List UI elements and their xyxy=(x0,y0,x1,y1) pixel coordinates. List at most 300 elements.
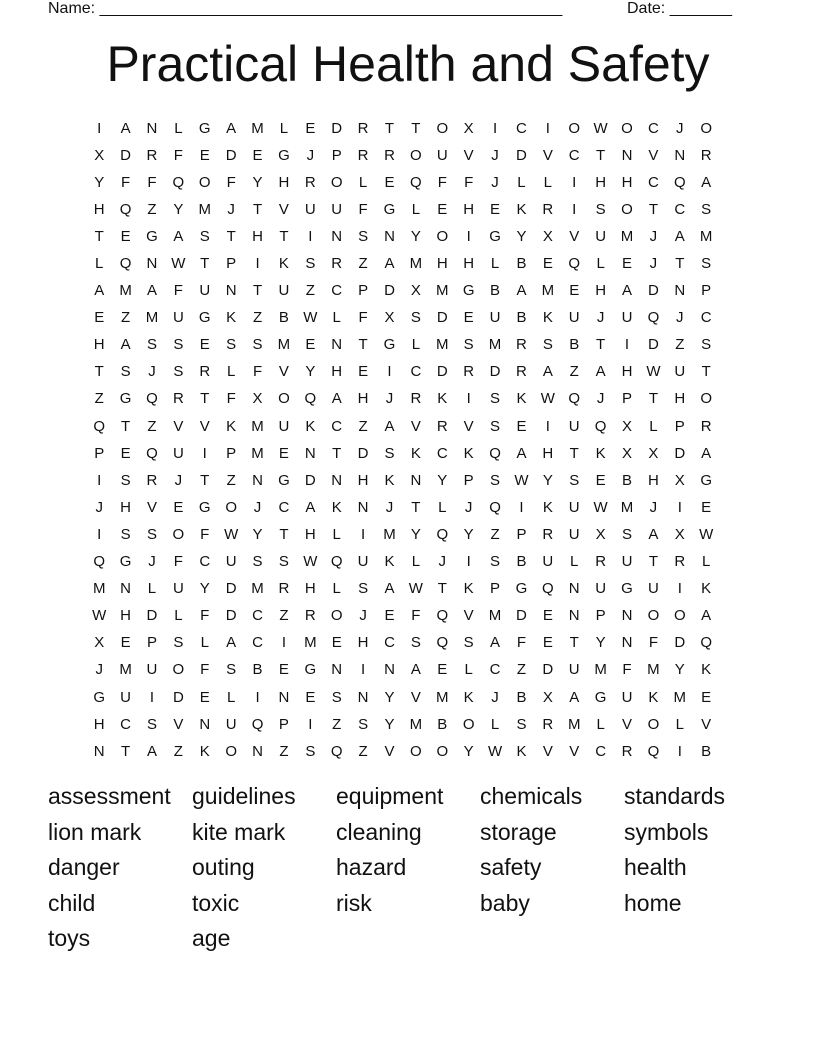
grid-row xyxy=(86,494,734,521)
grid-letter: F xyxy=(411,607,421,625)
grid-row xyxy=(86,521,734,548)
grid-letter: Z xyxy=(358,742,368,760)
grid-letter: I xyxy=(519,498,524,516)
grid-letter: I xyxy=(361,525,366,543)
grid-letter: J xyxy=(385,390,394,408)
grid-letter: B xyxy=(516,553,527,571)
grid-letter: C xyxy=(674,200,686,218)
grid-letter: O xyxy=(568,119,581,137)
grid-letter: X xyxy=(410,282,421,300)
grid-letter: R xyxy=(304,173,316,191)
grid-letter: I xyxy=(677,498,682,516)
grid-letter: K xyxy=(701,580,712,598)
grid-letter: M xyxy=(436,282,449,300)
grid-letter: D xyxy=(516,146,527,164)
grid-letter: V xyxy=(173,715,184,733)
grid-letter: L xyxy=(200,634,209,652)
grid-letter: U xyxy=(595,227,607,245)
grid-letter: A xyxy=(120,119,131,137)
grid-letter: U xyxy=(172,580,184,598)
grid-letter: E xyxy=(595,471,606,489)
grid-letter: F xyxy=(358,200,368,218)
grid-letter: E xyxy=(331,634,342,652)
grid-letter: T xyxy=(279,525,289,543)
grid-letter: T xyxy=(94,363,104,381)
word-list-item: risk xyxy=(336,889,372,916)
grid-letter: A xyxy=(331,390,342,408)
grid-letter: R xyxy=(463,363,475,381)
grid-letter: J xyxy=(596,309,605,327)
grid-letter: N xyxy=(120,580,131,598)
grid-letter: Q xyxy=(489,498,501,516)
grid-letter: L xyxy=(174,119,183,137)
grid-letter: J xyxy=(148,553,156,571)
grid-letter: O xyxy=(198,173,211,191)
grid-letter: H xyxy=(595,282,607,300)
grid-letter: C xyxy=(278,498,290,516)
grid-letter: F xyxy=(200,661,210,679)
grid-letter: T xyxy=(121,742,131,760)
grid-letter: K xyxy=(384,471,395,489)
grid-letter: E xyxy=(384,173,395,191)
grid-letter: M xyxy=(304,634,317,652)
grid-letter: Q xyxy=(700,634,713,652)
grid-letter: M xyxy=(673,688,687,706)
grid-letter: W xyxy=(646,363,661,381)
grid-letter: M xyxy=(251,444,264,462)
grid-letter: N xyxy=(410,471,422,489)
grid-letter: I xyxy=(255,688,260,706)
grid-letter: T xyxy=(648,390,658,408)
grid-letter: V xyxy=(146,498,157,516)
grid-letter: Q xyxy=(436,634,449,652)
grid-letter: U xyxy=(436,146,448,164)
grid-letter: W xyxy=(593,498,608,516)
grid-letter: N xyxy=(199,715,211,733)
grid-letter: S xyxy=(410,634,421,652)
grid-letter: K xyxy=(437,390,448,408)
grid-letter: K xyxy=(226,309,237,327)
grid-letter: C xyxy=(489,661,501,679)
grid-letter: O xyxy=(673,607,686,625)
grid-letter: Y xyxy=(410,227,421,245)
grid-letter: Q xyxy=(304,390,317,408)
grid-letter: S xyxy=(173,363,184,381)
grid-letter: O xyxy=(436,119,449,137)
grid-letter: I xyxy=(202,444,207,462)
grid-letter: D xyxy=(647,336,659,354)
grid-letter: L xyxy=(226,363,236,381)
grid-letter: N xyxy=(357,688,369,706)
grid-letter: I xyxy=(466,390,471,408)
grid-letter: N xyxy=(621,634,633,652)
page-title: Practical Health and Safety xyxy=(106,36,710,92)
grid-letter: S xyxy=(173,336,184,354)
grid-letter: K xyxy=(542,498,553,516)
grid-letter: H xyxy=(674,390,686,408)
grid-letter: X xyxy=(674,525,685,543)
grid-letter: G xyxy=(594,688,607,706)
grid-letter: E xyxy=(120,634,131,652)
grid-letter: V xyxy=(463,146,474,164)
grid-letter: X xyxy=(463,119,474,137)
grid-letter: Z xyxy=(279,742,289,760)
grid-letter: U xyxy=(568,498,580,516)
grid-letter: E xyxy=(463,309,474,327)
grid-letter: Q xyxy=(568,255,581,273)
grid-letter: U xyxy=(357,553,369,571)
grid-letter: H xyxy=(357,390,369,408)
grid-letter: E xyxy=(199,688,210,706)
grid-letter: P xyxy=(674,417,685,435)
grid-letter: R xyxy=(436,417,448,435)
grid-letter: V xyxy=(648,146,659,164)
grid-letter: H xyxy=(463,255,475,273)
grid-letter: I xyxy=(677,580,682,598)
grid-letter: L xyxy=(570,553,579,571)
grid-letter: U xyxy=(647,580,659,598)
grid-letter: D xyxy=(516,607,527,625)
grid-letter: Q xyxy=(93,553,106,571)
grid-letter: K xyxy=(595,444,606,462)
grid-letter: Q xyxy=(594,417,607,435)
grid-letter: M xyxy=(119,661,132,679)
grid-letter: M xyxy=(594,661,607,679)
grid-letter: B xyxy=(701,742,712,760)
grid-letter: X xyxy=(674,471,685,489)
grid-letter: L xyxy=(174,607,183,625)
grid-letter: S xyxy=(490,390,501,408)
grid-letter: C xyxy=(647,173,659,191)
grid-letter: R xyxy=(304,607,316,625)
grid-letter: R xyxy=(278,580,290,598)
grid-letter: G xyxy=(93,688,106,706)
grid-letter: J xyxy=(491,173,499,191)
grid-letter: T xyxy=(252,282,263,300)
grid-letter: L xyxy=(147,580,157,598)
grid-letter: A xyxy=(516,282,527,300)
grid-letter: R xyxy=(700,146,712,164)
grid-letter: F xyxy=(226,173,236,191)
grid-row xyxy=(86,603,734,630)
grid-letter: Q xyxy=(146,390,158,408)
grid-letter: O xyxy=(621,119,633,137)
grid-letter: T xyxy=(358,336,368,354)
grid-letter: A xyxy=(305,498,316,516)
grid-letter: S xyxy=(490,471,501,489)
grid-letter: F xyxy=(358,309,368,327)
grid-letter: S xyxy=(252,336,263,354)
grid-letter: B xyxy=(622,471,633,489)
grid-letter: F xyxy=(516,634,527,652)
grid-letter: S xyxy=(542,336,553,354)
grid-letter: F xyxy=(173,553,183,571)
grid-letter: Q xyxy=(647,309,660,327)
grid-letter: G xyxy=(278,146,290,164)
grid-letter: H xyxy=(357,471,369,489)
grid-letter: A xyxy=(674,227,685,245)
grid-letter: I xyxy=(466,227,471,245)
grid-letter: N xyxy=(146,255,158,273)
grid-letter: U xyxy=(489,309,501,327)
grid-letter: I xyxy=(677,742,682,760)
grid-letter: L xyxy=(596,255,605,273)
grid-letter: D xyxy=(225,580,237,598)
grid-letter: N xyxy=(621,607,633,625)
grid-letter: P xyxy=(226,255,237,273)
grid-letter: Y xyxy=(252,525,263,543)
grid-letter: L xyxy=(358,173,368,191)
grid-letter: N xyxy=(674,282,686,300)
grid-letter: R xyxy=(410,390,422,408)
grid-letter: S xyxy=(701,200,712,218)
grid-letter: P xyxy=(331,146,342,164)
grid-letter: V xyxy=(278,200,289,218)
grid-letter: K xyxy=(516,390,527,408)
grid-letter: K xyxy=(278,255,289,273)
grid-letter: K xyxy=(305,417,316,435)
grid-letter: S xyxy=(252,553,263,571)
grid-letter: W xyxy=(171,255,186,273)
grid-row xyxy=(86,684,734,711)
word-list-item: outing xyxy=(192,854,255,880)
grid-letter: L xyxy=(332,525,341,543)
grid-letter: T xyxy=(569,444,579,462)
grid-letter: X xyxy=(384,309,395,327)
word-list-item: equipment xyxy=(336,783,444,809)
grid-letter: E xyxy=(701,688,712,706)
grid-letter: C xyxy=(516,119,527,137)
grid-row xyxy=(86,223,734,250)
grid-letter: W xyxy=(514,471,529,489)
grid-letter: L xyxy=(543,173,552,191)
grid-letter: T xyxy=(411,119,421,137)
grid-letter: F xyxy=(121,173,131,191)
grid-letter: N xyxy=(384,661,395,679)
word-list xyxy=(48,781,768,959)
grid-row xyxy=(86,359,734,386)
grid-letter: E xyxy=(384,607,395,625)
grid-letter: U xyxy=(568,525,580,543)
grid-letter: R xyxy=(595,553,607,571)
grid-letter: N xyxy=(252,471,263,489)
grid-letter: O xyxy=(462,715,475,733)
grid-letter: Y xyxy=(94,173,105,191)
grid-letter: L xyxy=(438,498,447,516)
grid-letter: H xyxy=(120,498,131,516)
grid-letter: X xyxy=(94,146,105,164)
grid-letter: U xyxy=(172,444,184,462)
grid-letter: W xyxy=(408,580,423,598)
grid-letter: U xyxy=(331,200,343,218)
grid-letter: J xyxy=(438,553,447,571)
grid-letter: M xyxy=(567,715,581,733)
grid-row xyxy=(86,440,734,467)
grid-letter: A xyxy=(120,336,131,354)
grid-letter: U xyxy=(278,417,290,435)
grid-letter: S xyxy=(305,255,316,273)
grid-letter: V xyxy=(384,742,395,760)
grid-letter: I xyxy=(492,119,498,137)
grid-letter: A xyxy=(146,282,157,300)
grid-letter: E xyxy=(278,661,289,679)
grid-letter: S xyxy=(305,742,316,760)
grid-letter: P xyxy=(226,444,237,462)
grid-letter: D xyxy=(304,471,316,489)
grid-letter: O xyxy=(225,498,237,516)
grid-letter: W xyxy=(487,742,503,760)
grid-letter: P xyxy=(146,634,157,652)
grid-letter: Z xyxy=(147,200,157,218)
grid-letter: G xyxy=(278,471,290,489)
grid-letter: P xyxy=(701,282,712,300)
grid-letter: A xyxy=(701,444,712,462)
grid-letter: J xyxy=(596,390,605,408)
grid-letter: U xyxy=(146,661,158,679)
word-list-item: hazard xyxy=(336,854,407,880)
grid-letter: R xyxy=(674,553,686,571)
grid-letter: S xyxy=(384,444,395,462)
grid-letter: Q xyxy=(330,742,343,760)
grid-letter: L xyxy=(490,255,500,273)
grid-letter: R xyxy=(172,390,184,408)
grid-letter: G xyxy=(146,227,158,245)
grid-letter: T xyxy=(384,119,395,137)
grid-letter: C xyxy=(384,634,395,652)
grid-letter: Y xyxy=(384,715,395,733)
grid-letter: V xyxy=(463,417,474,435)
grid-letter: S xyxy=(490,553,501,571)
grid-letter: N xyxy=(331,471,343,489)
grid-letter: K xyxy=(516,742,527,760)
word-list-item: guidelines xyxy=(192,783,296,809)
grid-letter: G xyxy=(489,227,501,245)
grid-letter: L xyxy=(675,715,684,733)
grid-letter: K xyxy=(463,580,474,598)
grid-letter: D xyxy=(225,146,237,164)
grid-letter: X xyxy=(595,525,606,543)
grid-letter: R xyxy=(199,363,211,381)
grid-letter: C xyxy=(595,742,607,760)
grid-row xyxy=(86,467,734,494)
grid-row xyxy=(86,386,734,413)
grid-letter: M xyxy=(699,227,713,245)
grid-letter: D xyxy=(436,309,448,327)
grid-letter: S xyxy=(358,715,369,733)
grid-letter: F xyxy=(464,173,474,191)
grid-letter: J xyxy=(676,119,684,137)
word-list-item: lion mark xyxy=(48,818,142,845)
word-list-item: toxic xyxy=(192,889,240,916)
grid-letter: Z xyxy=(226,471,236,489)
grid-letter: P xyxy=(463,471,474,489)
grid-letter: Y xyxy=(437,471,448,489)
grid-letter: O xyxy=(700,119,713,137)
word-list-item: standards xyxy=(624,783,726,809)
grid-letter: J xyxy=(491,146,499,164)
grid-letter: Q xyxy=(330,553,343,571)
grid-letter: B xyxy=(252,661,263,679)
grid-letter: H xyxy=(542,444,554,462)
grid-letter: I xyxy=(97,119,102,137)
grid-letter: V xyxy=(622,715,633,733)
grid-letter: L xyxy=(411,553,421,571)
grid-letter: A xyxy=(490,634,501,652)
grid-row xyxy=(86,332,734,359)
grid-letter: S xyxy=(120,363,131,381)
grid-letter: S xyxy=(331,688,342,706)
grid-letter: N xyxy=(568,580,580,598)
grid-letter: E xyxy=(542,255,553,273)
grid-letter: S xyxy=(701,336,712,354)
grid-letter: G xyxy=(700,471,713,489)
grid-letter: V xyxy=(542,742,553,760)
grid-letter: H xyxy=(93,715,105,733)
grid-letter: E xyxy=(252,146,263,164)
grid-row xyxy=(86,711,734,738)
grid-letter: M xyxy=(436,688,449,706)
grid-letter: T xyxy=(411,498,421,516)
grid-letter: Z xyxy=(279,607,289,625)
grid-letter: I xyxy=(545,417,550,435)
grid-letter: P xyxy=(490,580,501,598)
grid-letter: P xyxy=(595,607,606,625)
grid-letter: N xyxy=(674,146,686,164)
grid-letter: S xyxy=(120,471,131,489)
word-list-item: assessment xyxy=(48,783,171,809)
grid-letter: C xyxy=(252,607,263,625)
grid-letter: O xyxy=(410,146,422,164)
grid-letter: S xyxy=(358,227,369,245)
grid-letter: J xyxy=(95,498,103,516)
grid-letter: M xyxy=(409,715,423,733)
word-list-item: child xyxy=(48,889,96,916)
grid-letter: A xyxy=(146,742,157,760)
grid-letter: Q xyxy=(436,525,449,543)
word-list-item: home xyxy=(624,889,682,916)
grid-row xyxy=(86,169,734,196)
grid-letter: E xyxy=(199,336,210,354)
grid-letter: M xyxy=(251,119,264,137)
grid-letter: S xyxy=(410,309,421,327)
grid-letter: W xyxy=(303,309,318,327)
grid-letter: J xyxy=(676,309,684,327)
grid-letter: R xyxy=(384,146,395,164)
name-field: Name: ____________________________________________________ xyxy=(48,0,563,17)
grid-letter: U xyxy=(225,715,237,733)
grid-letter: F xyxy=(252,363,263,381)
grid-letter: I xyxy=(281,634,287,652)
grid-letter: S xyxy=(226,661,237,679)
grid-letter: U xyxy=(568,309,580,327)
grid-letter: I xyxy=(308,715,313,733)
grid-letter: Q xyxy=(146,444,158,462)
grid-letter: P xyxy=(278,715,289,733)
grid-letter: T xyxy=(200,255,210,273)
grid-letter: N xyxy=(278,688,290,706)
grid-letter: M xyxy=(251,417,264,435)
grid-letter: S xyxy=(701,255,712,273)
grid-letter: F xyxy=(200,607,210,625)
grid-letter: O xyxy=(278,390,290,408)
grid-letter: I xyxy=(361,661,366,679)
grid-letter: U xyxy=(621,688,633,706)
grid-letter: K xyxy=(226,417,237,435)
grid-letter: D xyxy=(331,119,343,137)
grid-letter: T xyxy=(332,444,342,462)
grid-letter: T xyxy=(94,227,104,245)
grid-letter: M xyxy=(620,227,634,245)
